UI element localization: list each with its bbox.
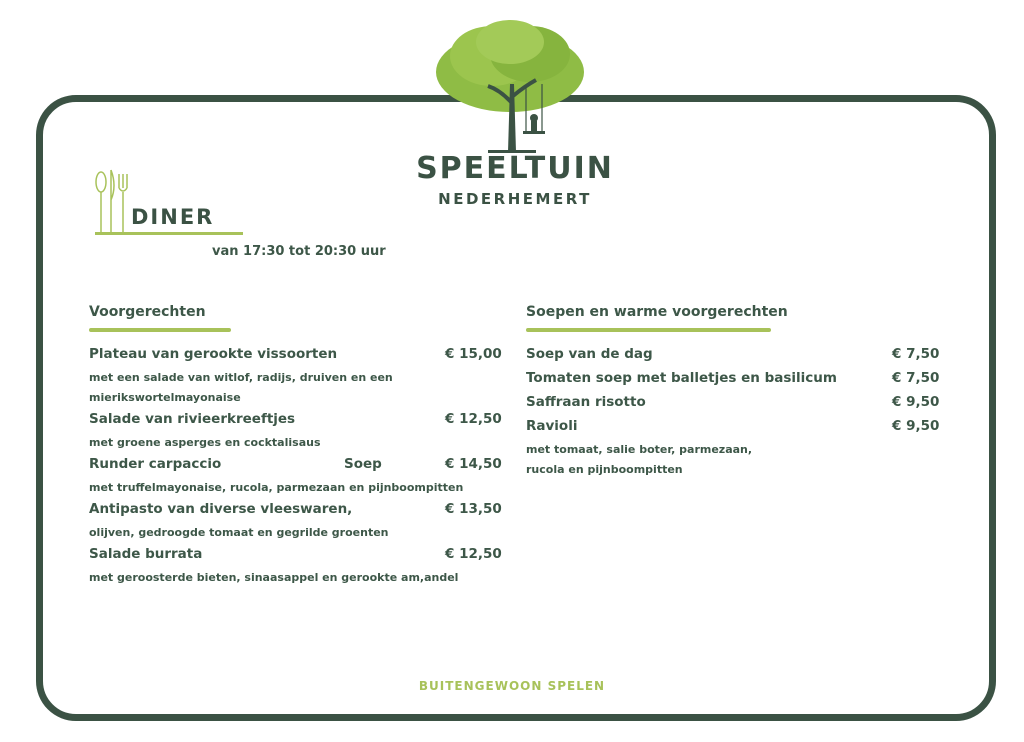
- brand-location: NEDERHEMERT: [438, 190, 592, 208]
- menu-item-desc: rucola en pijnboompitten: [526, 463, 683, 476]
- menu-item-price: € 12,50: [445, 546, 502, 562]
- menu-item-price: € 14,50: [445, 456, 502, 472]
- menu-item-name: Ravioli: [526, 418, 578, 434]
- menu-item-price: € 13,50: [445, 501, 502, 517]
- menu-item-name: Tomaten soep met balletjes en basilicum: [526, 370, 837, 386]
- menu-item-price: € 9,50: [892, 394, 940, 410]
- tagline: BUITENGEWOON SPELEN: [418, 679, 606, 693]
- menu-item-desc: mierikswortelmayonaise: [89, 391, 241, 404]
- diner-underline: [95, 232, 243, 235]
- menu-item-desc: met een salade van witlof, radijs, druiven en een: [89, 371, 393, 384]
- menu-item-name: Soep van de dag: [526, 346, 653, 362]
- menu-item-name: Plateau van gerookte vissoorten: [89, 346, 338, 362]
- section-underline: [89, 328, 231, 332]
- tree-logo-icon: [430, 14, 590, 154]
- menu-item-price: € 7,50: [892, 370, 940, 386]
- menu-item-desc: olijven, gedroogde tomaat en gegrilde groenten: [89, 526, 389, 539]
- menu-item-desc: met groene asperges en cocktalisaus: [89, 436, 321, 449]
- menu-item-name: Salade van rivieerkreeftjes: [89, 411, 296, 427]
- menu-frame: [36, 95, 996, 721]
- diner-title: DINER: [131, 205, 215, 229]
- menu-item-desc: met geroosterde bieten, sinaasappel en gerookte am,andel: [89, 571, 459, 584]
- menu-item-price: € 7,50: [892, 346, 940, 362]
- menu-item-name: Antipasto van diverse vleeswaren,: [89, 501, 353, 517]
- menu-item-price: € 9,50: [892, 418, 940, 434]
- brand-name: SPEELTUIN: [416, 151, 614, 186]
- menu-item-name: Saffraan risotto: [526, 394, 646, 410]
- section-underline: [526, 328, 771, 332]
- menu-item-extra: Soep: [344, 456, 382, 472]
- menu-item-desc: met truffelmayonaise, rucola, parmezaan en pijnboompitten: [89, 481, 464, 494]
- diner-hours: van 17:30 tot 20:30 uur: [212, 244, 386, 259]
- cutlery-icon: [93, 166, 133, 236]
- menu-item-price: € 15,00: [445, 346, 502, 362]
- menu-item-desc: met tomaat, salie boter, parmezaan,: [526, 443, 753, 456]
- menu-item-name: Runder carpaccio: [89, 456, 222, 472]
- section-title-voorgerechten: Voorgerechten: [89, 304, 206, 320]
- menu-item-name: Salade burrata: [89, 546, 203, 562]
- menu-item-price: € 12,50: [445, 411, 502, 427]
- section-title-soepen: Soepen en warme voorgerechten: [526, 304, 788, 320]
